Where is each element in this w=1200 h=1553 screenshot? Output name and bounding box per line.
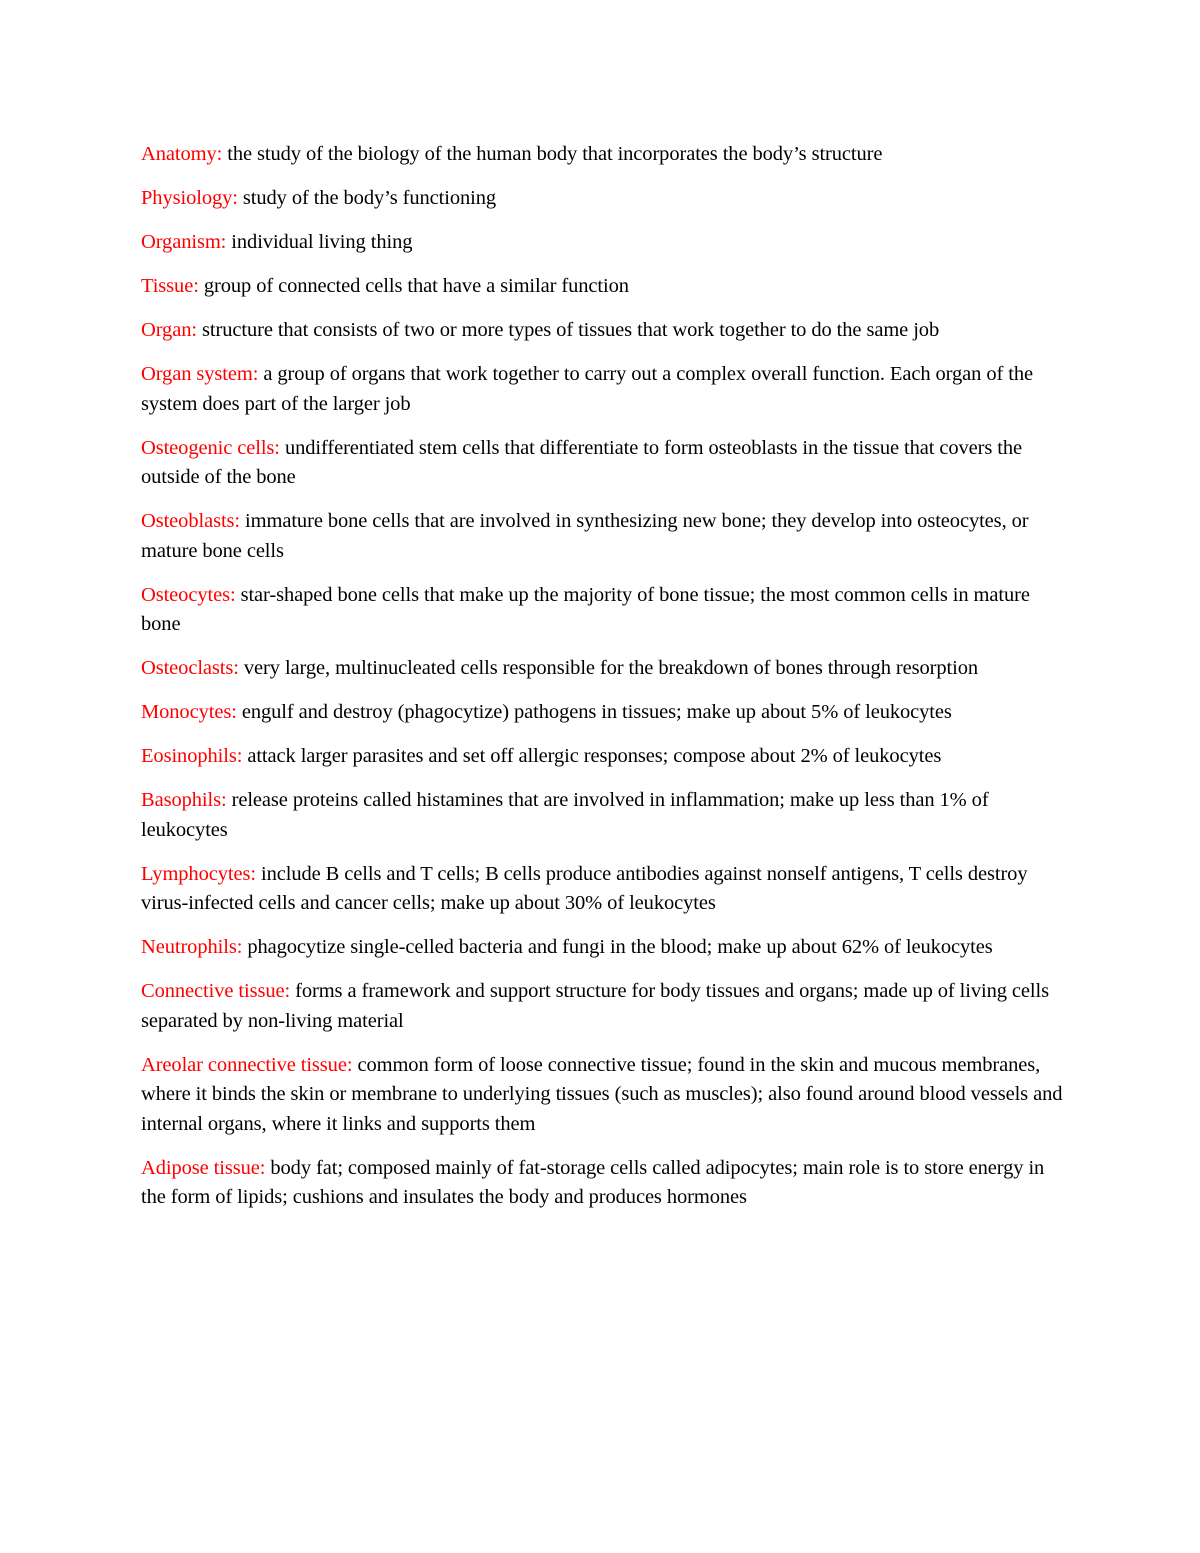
glossary-entry-osteocytes bbox=[141, 581, 1066, 640]
glossary-term: Areolar connective tissue: bbox=[141, 1053, 353, 1076]
glossary-definition: the study of the biology of the human body that incorporates the body’s structure bbox=[222, 143, 883, 165]
glossary-definition: phagocytize single-celled bacteria and fungi in the blood; make up about 62% of leukocytes bbox=[242, 936, 993, 958]
glossary-entry-neutrophils bbox=[141, 933, 1066, 963]
glossary-term: Basophils: bbox=[141, 789, 227, 811]
glossary-definition: star-shaped bone cells that make up the majority of bone tissue; the most common cells in mature bone bbox=[141, 583, 1030, 635]
glossary-entry-basophils bbox=[141, 786, 1066, 845]
glossary-entry-osteogenic-cells bbox=[141, 434, 1066, 493]
glossary-definition: forms a framework and support structure for body tissues and organs; made up of living cells separated by non-living material bbox=[141, 980, 1049, 1032]
glossary-definition: engulf and destroy (phagocytize) pathogens in tissues; make up about 5% of leukocytes bbox=[236, 701, 952, 723]
glossary-entry-organ bbox=[141, 316, 1066, 346]
glossary-entry-connective-tissue bbox=[141, 977, 1066, 1036]
glossary-entry-lymphocytes bbox=[141, 860, 1066, 919]
glossary-term: Physiology: bbox=[141, 187, 238, 209]
glossary-definition: immature bone cells that are involved in synthesizing new bone; they develop into osteocytes, or mature bone cells bbox=[141, 510, 1029, 562]
glossary-term: Osteoclasts: bbox=[141, 657, 239, 679]
glossary-definition: include B cells and T cells; B cells produce antibodies against nonself antigens, T cells destroy virus-infected cells and cancer cells; make up about 30% of leukocytes bbox=[141, 862, 1028, 914]
glossary-term: Osteocytes: bbox=[141, 583, 236, 606]
glossary-entry-organism bbox=[141, 228, 1066, 258]
glossary-definition: group of connected cells that have a similar function bbox=[198, 275, 629, 297]
glossary-definition: very large, multinucleated cells responsible for the breakdown of bones through resorption bbox=[238, 657, 979, 679]
glossary-list bbox=[141, 140, 1066, 1227]
glossary-term: Tissue: bbox=[141, 275, 199, 297]
glossary-term: Connective tissue: bbox=[141, 980, 291, 1002]
glossary-definition: body fat; composed mainly of fat-storage cells called adipocytes; main role is to store energy in the form of lipids; cushions and insulates the body and produces hormones bbox=[141, 1156, 1045, 1208]
glossary-term: Neutrophils: bbox=[141, 936, 243, 958]
glossary-term: Osteogenic cells: bbox=[141, 436, 280, 459]
glossary-entry-monocytes bbox=[141, 698, 1066, 728]
glossary-term: Organism: bbox=[141, 231, 227, 253]
glossary-entry-tissue bbox=[141, 272, 1066, 302]
glossary-term: Osteoblasts: bbox=[141, 510, 241, 532]
glossary-definition: undifferentiated stem cells that differentiate to form osteoblasts in the tissue that covers the outside of the bone bbox=[141, 436, 1023, 488]
glossary-term: Monocytes: bbox=[141, 701, 237, 723]
glossary-definition: a group of organs that work together to carry out a complex overall function. Each organ of the system does part of the larger job bbox=[141, 363, 1033, 415]
glossary-definition: individual living thing bbox=[226, 231, 413, 253]
glossary-definition: structure that consists of two or more types of tissues that work together to do the same job bbox=[196, 319, 940, 341]
glossary-entry-osteoblasts bbox=[141, 507, 1066, 566]
glossary-definition: common form of loose connective tissue; found in the skin and mucous membranes, where it binds the skin or membrane to underlying tissues (such as muscles); also found around blood vessels and internal organs, where it links and supports them bbox=[141, 1053, 1063, 1135]
glossary-term: Eosinophils: bbox=[141, 745, 243, 767]
glossary-term: Organ system: bbox=[141, 363, 259, 385]
glossary-term: Organ: bbox=[141, 319, 197, 341]
glossary-entry-organ-system bbox=[141, 360, 1066, 419]
glossary-entry-adipose-tissue bbox=[141, 1154, 1066, 1213]
glossary-entry-osteoclasts bbox=[141, 654, 1066, 684]
glossary-term: Anatomy: bbox=[141, 143, 223, 165]
glossary-definition: study of the body’s functioning bbox=[237, 187, 497, 209]
glossary-entry-eosinophils bbox=[141, 742, 1066, 772]
glossary-term: Lymphocytes: bbox=[141, 862, 256, 885]
glossary-entry-areolar-connective-tissue bbox=[141, 1051, 1066, 1140]
glossary-term: Adipose tissue: bbox=[141, 1156, 266, 1179]
glossary-entry-physiology bbox=[141, 184, 1066, 214]
glossary-definition: release proteins called histamines that are involved in inflammation; make up less than 1% of leukocytes bbox=[141, 789, 989, 841]
glossary-entry-anatomy bbox=[141, 140, 1066, 170]
glossary-definition: attack larger parasites and set off allergic responses; compose about 2% of leukocytes bbox=[242, 745, 942, 767]
